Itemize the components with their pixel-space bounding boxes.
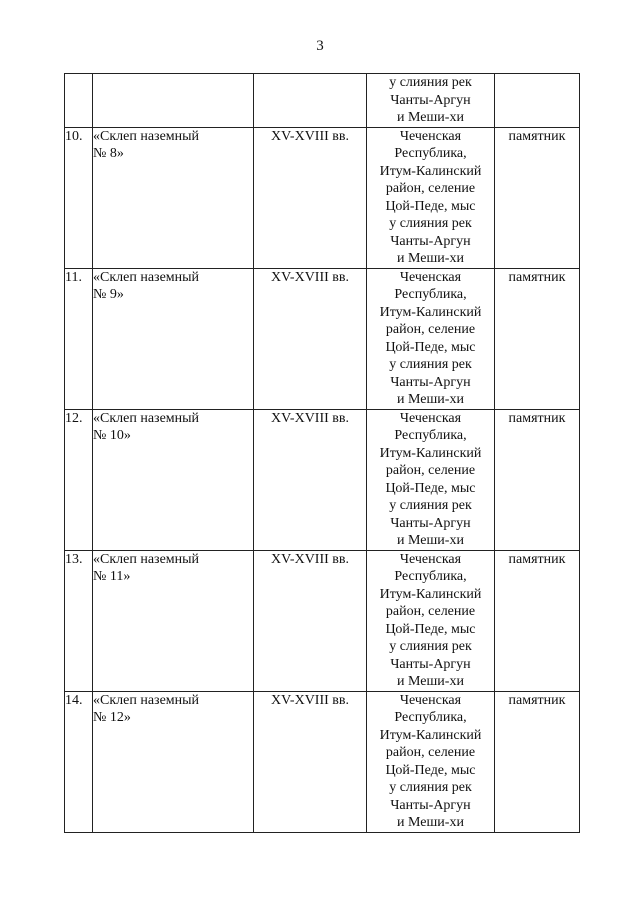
cell-category bbox=[495, 409, 580, 550]
location-line: Цой-Педе, мыс bbox=[385, 762, 476, 778]
cell-location bbox=[367, 691, 495, 832]
location-line: у слияния рек bbox=[389, 357, 472, 372]
location-line: Цой-Педе, мыс bbox=[385, 480, 476, 496]
cell-period bbox=[254, 74, 367, 128]
location-line: Чанты-Аргун bbox=[390, 656, 471, 672]
table-row bbox=[65, 691, 580, 832]
cell-category bbox=[495, 691, 580, 832]
cell-period bbox=[254, 691, 367, 832]
location-line: Чанты-Аргун bbox=[390, 515, 471, 531]
location-line: Цой-Педе, мыс bbox=[385, 198, 476, 214]
location-line: Чанты-Аргун bbox=[390, 233, 471, 249]
location-line: район, селение bbox=[385, 745, 476, 760]
object-name-line: № 12» bbox=[93, 710, 131, 725]
location-line: Чеченская bbox=[399, 692, 462, 708]
page-number: 3 bbox=[316, 38, 324, 54]
cell-period bbox=[254, 127, 367, 268]
object-name-line: № 10» bbox=[93, 428, 131, 443]
cell-category bbox=[495, 74, 580, 128]
cell-location bbox=[367, 409, 495, 550]
cell-name bbox=[93, 74, 254, 128]
cell-name bbox=[93, 409, 254, 550]
dating-text: XV-XVIII вв. bbox=[270, 128, 350, 144]
row-number: 12. bbox=[65, 410, 83, 426]
cell-period bbox=[254, 550, 367, 691]
row-number: 13. bbox=[65, 551, 83, 567]
cell-location bbox=[367, 74, 495, 128]
location-line: и Меши-хи bbox=[397, 533, 464, 548]
cell-number bbox=[65, 127, 93, 268]
cell-location bbox=[367, 550, 495, 691]
location-line: Республика, bbox=[394, 287, 467, 302]
location-line: и Меши-хи bbox=[397, 392, 464, 407]
category-text: памятник bbox=[508, 692, 566, 708]
location-line: Чанты-Аргун bbox=[390, 92, 471, 108]
cell-number bbox=[65, 74, 93, 128]
object-name-line: «Склеп наземный bbox=[93, 551, 200, 567]
location-line: и Меши-хи bbox=[397, 110, 464, 125]
location-line: Республика, bbox=[394, 428, 467, 443]
location-line: Республика, bbox=[394, 146, 467, 161]
location-line: Чанты-Аргун bbox=[390, 374, 471, 390]
cell-number bbox=[65, 691, 93, 832]
location-line: район, селение bbox=[385, 463, 476, 478]
object-name-line: № 11» bbox=[93, 569, 131, 584]
cell-name bbox=[93, 127, 254, 268]
cell-name bbox=[93, 268, 254, 409]
row-number: 14. bbox=[65, 692, 83, 708]
category-text: памятник bbox=[508, 551, 566, 567]
table-row bbox=[65, 550, 580, 691]
location-line: Республика, bbox=[394, 569, 467, 584]
dating-text: XV-XVIII вв. bbox=[270, 269, 350, 285]
location-line: у слияния рек bbox=[389, 75, 472, 90]
cell-location bbox=[367, 127, 495, 268]
location-line: Итум-Калинский bbox=[379, 304, 482, 320]
location-line: Итум-Калинский bbox=[379, 163, 482, 179]
heritage-table-body bbox=[65, 74, 580, 833]
cell-number bbox=[65, 409, 93, 550]
cell-number bbox=[65, 550, 93, 691]
object-name-line: № 8» bbox=[93, 146, 124, 161]
location-line: Цой-Педе, мыс bbox=[385, 339, 476, 355]
location-line: Итум-Калинский bbox=[379, 445, 482, 461]
category-text: памятник bbox=[508, 128, 566, 144]
cell-location bbox=[367, 268, 495, 409]
cell-number bbox=[65, 268, 93, 409]
cell-category bbox=[495, 268, 580, 409]
cell-category bbox=[495, 550, 580, 691]
location-line: Чеченская bbox=[399, 128, 462, 144]
cell-name bbox=[93, 691, 254, 832]
location-line: Чанты-Аргун bbox=[390, 797, 471, 813]
object-name-line: «Склеп наземный bbox=[93, 269, 200, 285]
heritage-table bbox=[64, 73, 580, 833]
location-line: Республика, bbox=[394, 710, 467, 725]
location-line: район, селение bbox=[385, 604, 476, 619]
dating-text: XV-XVIII вв. bbox=[270, 692, 350, 708]
cell-period bbox=[254, 268, 367, 409]
object-name-line: «Склеп наземный bbox=[93, 692, 200, 708]
cell-category bbox=[495, 127, 580, 268]
location-line: у слияния рек bbox=[389, 780, 472, 795]
object-name-line: «Склеп наземный bbox=[93, 410, 200, 426]
dating-text: XV-XVIII вв. bbox=[270, 410, 350, 426]
object-name-line: № 9» bbox=[93, 287, 124, 302]
row-number: 10. bbox=[65, 128, 83, 144]
location-line: Цой-Педе, мыс bbox=[385, 621, 476, 637]
table-row bbox=[65, 409, 580, 550]
location-line: Чеченская bbox=[399, 410, 462, 426]
location-line: район, селение bbox=[385, 322, 476, 337]
location-line: район, селение bbox=[385, 181, 476, 196]
cell-name bbox=[93, 550, 254, 691]
location-line: и Меши-хи bbox=[397, 674, 464, 689]
location-line: и Меши-хи bbox=[397, 251, 464, 266]
location-line: у слияния рек bbox=[389, 639, 472, 654]
location-line: Чеченская bbox=[399, 551, 462, 567]
row-number: 11. bbox=[65, 269, 82, 285]
table-row-continued bbox=[65, 74, 580, 128]
cell-period bbox=[254, 409, 367, 550]
location-line: у слияния рек bbox=[389, 498, 472, 513]
location-line: Чеченская bbox=[399, 269, 462, 285]
table-row bbox=[65, 127, 580, 268]
location-line: у слияния рек bbox=[389, 216, 472, 231]
dating-text: XV-XVIII вв. bbox=[270, 551, 350, 567]
location-line: Итум-Калинский bbox=[379, 586, 482, 602]
location-line: и Меши-хи bbox=[397, 815, 464, 830]
object-name-line: «Склеп наземный bbox=[93, 128, 200, 144]
category-text: памятник bbox=[508, 269, 566, 285]
table-row bbox=[65, 268, 580, 409]
category-text: памятник bbox=[508, 410, 566, 426]
location-line: Итум-Калинский bbox=[379, 727, 482, 743]
